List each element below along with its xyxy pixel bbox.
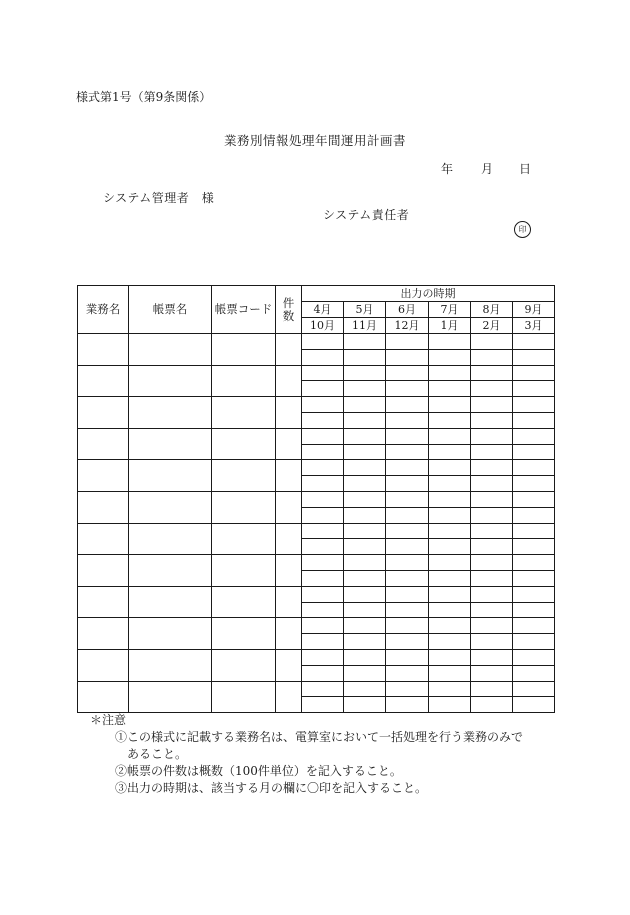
cell-month[interactable] — [429, 428, 471, 444]
cell-business-name[interactable] — [78, 649, 129, 681]
cell-form-name[interactable] — [129, 397, 212, 429]
cell-month[interactable] — [344, 365, 386, 381]
cell-month[interactable] — [471, 507, 513, 523]
header-count — [276, 286, 302, 334]
notes-section — [90, 712, 523, 797]
cell-month[interactable] — [513, 681, 555, 697]
cell-month[interactable] — [513, 507, 555, 523]
cell-month[interactable] — [302, 428, 344, 444]
addressee: システム管理者 様 — [103, 191, 215, 205]
note-item-continuation: あること。 — [127, 747, 188, 761]
cell-month[interactable] — [471, 618, 513, 634]
cell-month[interactable] — [344, 334, 386, 350]
cell-month[interactable] — [344, 428, 386, 444]
cell-month[interactable] — [429, 460, 471, 476]
cell-month[interactable] — [471, 412, 513, 428]
cell-month[interactable] — [302, 349, 344, 365]
cell-month[interactable] — [513, 539, 555, 555]
cell-month[interactable] — [513, 365, 555, 381]
cell-form-code[interactable] — [212, 649, 276, 681]
cell-form-name[interactable] — [129, 555, 212, 587]
cell-form-name[interactable] — [129, 586, 212, 618]
month-header: 5月 — [344, 302, 386, 318]
month-header: 4月 — [302, 302, 344, 318]
cell-month[interactable] — [302, 602, 344, 618]
cell-month[interactable] — [302, 444, 344, 460]
responsible-person: システム責任者 — [323, 208, 410, 222]
cell-month[interactable] — [344, 491, 386, 507]
cell-month[interactable] — [386, 428, 429, 444]
cell-month[interactable] — [344, 349, 386, 365]
cell-month[interactable] — [302, 334, 344, 350]
cell-month[interactable] — [429, 365, 471, 381]
cell-month[interactable] — [471, 697, 513, 713]
cell-month[interactable] — [302, 412, 344, 428]
cell-month[interactable] — [386, 570, 429, 586]
cell-month[interactable] — [386, 397, 429, 413]
cell-month[interactable] — [513, 618, 555, 634]
cell-business-name[interactable] — [78, 586, 129, 618]
cell-month[interactable] — [429, 381, 471, 397]
cell-month[interactable] — [471, 649, 513, 665]
cell-month[interactable] — [302, 523, 344, 539]
month-header: 9月 — [513, 302, 555, 318]
cell-month[interactable] — [471, 428, 513, 444]
cell-month[interactable] — [344, 618, 386, 634]
cell-form-name[interactable] — [129, 334, 212, 366]
cell-business-name[interactable] — [78, 555, 129, 587]
cell-month[interactable] — [302, 586, 344, 602]
cell-month[interactable] — [471, 523, 513, 539]
month-header: 7月 — [429, 302, 471, 318]
cell-month[interactable] — [344, 412, 386, 428]
cell-form-name[interactable] — [129, 491, 212, 523]
cell-month[interactable] — [513, 397, 555, 413]
cell-month[interactable] — [429, 618, 471, 634]
cell-month[interactable] — [386, 444, 429, 460]
month-header: 11月 — [344, 318, 386, 334]
cell-business-name[interactable] — [78, 397, 129, 429]
cell-month[interactable] — [513, 476, 555, 492]
cell-form-code[interactable] — [212, 397, 276, 429]
cell-month[interactable] — [471, 381, 513, 397]
plan-table — [77, 285, 555, 713]
cell-month[interactable] — [386, 523, 429, 539]
cell-month[interactable] — [302, 681, 344, 697]
cell-month[interactable] — [386, 491, 429, 507]
month-header: 1月 — [429, 318, 471, 334]
cell-month[interactable] — [471, 555, 513, 571]
entry-row — [78, 334, 555, 350]
document-title: 業務別情報処理年間運用計画書 — [223, 133, 406, 148]
date-month-label: 月 — [481, 162, 494, 176]
month-header: 8月 — [471, 302, 513, 318]
cell-month[interactable] — [429, 334, 471, 350]
header-count-line2: 数 — [282, 308, 295, 323]
cell-month[interactable] — [513, 697, 555, 713]
cell-month[interactable] — [513, 334, 555, 350]
cell-form-name[interactable] — [129, 618, 212, 650]
cell-month[interactable] — [471, 586, 513, 602]
entry-row — [78, 365, 555, 381]
cell-month[interactable] — [302, 397, 344, 413]
cell-count[interactable] — [276, 618, 302, 650]
cell-month[interactable] — [429, 491, 471, 507]
cell-month[interactable] — [302, 570, 344, 586]
cell-month[interactable] — [471, 634, 513, 650]
cell-month[interactable] — [386, 602, 429, 618]
cell-form-name[interactable] — [129, 460, 212, 492]
entry-row — [78, 397, 555, 413]
cell-month[interactable] — [429, 602, 471, 618]
cell-month[interactable] — [344, 555, 386, 571]
cell-month[interactable] — [471, 681, 513, 697]
cell-month[interactable] — [513, 491, 555, 507]
cell-count[interactable] — [276, 555, 302, 587]
cell-month[interactable] — [471, 665, 513, 681]
entry-row — [78, 649, 555, 665]
entry-row — [78, 523, 555, 539]
cell-month[interactable] — [344, 460, 386, 476]
cell-month[interactable] — [344, 539, 386, 555]
cell-month[interactable] — [344, 697, 386, 713]
cell-month[interactable] — [344, 381, 386, 397]
cell-month[interactable] — [302, 665, 344, 681]
month-header: 10月 — [302, 318, 344, 334]
cell-month[interactable] — [429, 507, 471, 523]
cell-month[interactable] — [344, 586, 386, 602]
cell-month[interactable] — [429, 555, 471, 571]
cell-month[interactable] — [429, 349, 471, 365]
cell-month[interactable] — [302, 460, 344, 476]
cell-count[interactable] — [276, 523, 302, 555]
month-header: 6月 — [386, 302, 429, 318]
date-day-label: 日 — [519, 162, 532, 176]
cell-business-name[interactable] — [78, 428, 129, 460]
cell-month[interactable] — [344, 634, 386, 650]
cell-business-name[interactable] — [78, 523, 129, 555]
cell-month[interactable] — [302, 507, 344, 523]
cell-month[interactable] — [429, 412, 471, 428]
cell-month[interactable] — [513, 428, 555, 444]
header-output-period: 出力の時期 — [302, 286, 555, 302]
note-item: ①この様式に記載する業務名は、電算室において一括処理を行う業務のみで — [115, 730, 524, 744]
cell-business-name[interactable] — [78, 491, 129, 523]
header-business-name: 業務名 — [78, 286, 129, 334]
cell-month[interactable] — [386, 697, 429, 713]
entry-row — [78, 681, 555, 697]
cell-form-name[interactable] — [129, 649, 212, 681]
cell-month[interactable] — [386, 681, 429, 697]
cell-month[interactable] — [471, 602, 513, 618]
cell-business-name[interactable] — [78, 681, 129, 713]
cell-month[interactable] — [344, 476, 386, 492]
cell-month[interactable] — [344, 570, 386, 586]
cell-month[interactable] — [386, 334, 429, 350]
cell-month[interactable] — [513, 649, 555, 665]
cell-month[interactable] — [302, 634, 344, 650]
month-header: 12月 — [386, 318, 429, 334]
cell-month[interactable] — [344, 507, 386, 523]
cell-month[interactable] — [471, 397, 513, 413]
cell-month[interactable] — [302, 649, 344, 665]
cell-month[interactable] — [302, 381, 344, 397]
cell-month[interactable] — [471, 349, 513, 365]
note-item: ②帳票の件数は概数（100件単位）を記入すること。 — [115, 764, 402, 778]
cell-month[interactable] — [386, 476, 429, 492]
cell-month[interactable] — [386, 665, 429, 681]
cell-month[interactable] — [344, 523, 386, 539]
cell-month[interactable] — [513, 634, 555, 650]
cell-month[interactable] — [386, 365, 429, 381]
cell-month[interactable] — [429, 397, 471, 413]
cell-month[interactable] — [386, 412, 429, 428]
cell-month[interactable] — [302, 555, 344, 571]
cell-month[interactable] — [429, 681, 471, 697]
entry-row — [78, 428, 555, 444]
cell-month[interactable] — [429, 476, 471, 492]
cell-month[interactable] — [386, 555, 429, 571]
cell-month[interactable] — [302, 539, 344, 555]
cell-form-code[interactable] — [212, 428, 276, 460]
cell-month[interactable] — [429, 570, 471, 586]
cell-month[interactable] — [513, 586, 555, 602]
cell-business-name[interactable] — [78, 365, 129, 397]
cell-month[interactable] — [386, 634, 429, 650]
cell-month[interactable] — [344, 397, 386, 413]
cell-month[interactable] — [471, 491, 513, 507]
cell-form-code[interactable] — [212, 555, 276, 587]
cell-month[interactable] — [386, 349, 429, 365]
cell-month[interactable] — [513, 602, 555, 618]
form-number: 様式第1号（第9条関係） — [76, 90, 212, 104]
cell-form-code[interactable] — [212, 460, 276, 492]
cell-month[interactable] — [386, 539, 429, 555]
cell-month[interactable] — [344, 444, 386, 460]
cell-business-name[interactable] — [78, 334, 129, 366]
month-header: 2月 — [471, 318, 513, 334]
cell-form-name[interactable] — [129, 523, 212, 555]
cell-month[interactable] — [302, 697, 344, 713]
cell-count[interactable] — [276, 334, 302, 366]
cell-form-name[interactable] — [129, 428, 212, 460]
entry-row — [78, 555, 555, 571]
cell-month[interactable] — [344, 665, 386, 681]
header-count-line1: 件 — [282, 295, 295, 310]
cell-form-code[interactable] — [212, 523, 276, 555]
cell-month[interactable] — [429, 665, 471, 681]
cell-count[interactable] — [276, 649, 302, 681]
cell-month[interactable] — [429, 649, 471, 665]
cell-month[interactable] — [513, 460, 555, 476]
cell-month[interactable] — [344, 602, 386, 618]
cell-month[interactable] — [386, 381, 429, 397]
cell-month[interactable] — [429, 697, 471, 713]
cell-month[interactable] — [513, 381, 555, 397]
month-header: 3月 — [513, 318, 555, 334]
cell-month[interactable] — [429, 444, 471, 460]
date-year-label: 年 — [441, 162, 454, 176]
cell-month[interactable] — [471, 334, 513, 350]
cell-form-code[interactable] — [212, 681, 276, 713]
cell-form-code[interactable] — [212, 491, 276, 523]
cell-month[interactable] — [429, 539, 471, 555]
cell-month[interactable] — [471, 444, 513, 460]
cell-count[interactable] — [276, 460, 302, 492]
cell-form-code[interactable] — [212, 618, 276, 650]
cell-month[interactable] — [386, 649, 429, 665]
cell-month[interactable] — [302, 618, 344, 634]
header-form-code: 帳票コード — [212, 286, 276, 334]
cell-count[interactable] — [276, 428, 302, 460]
cell-form-name[interactable] — [129, 681, 212, 713]
cell-month[interactable] — [386, 586, 429, 602]
cell-month[interactable] — [513, 523, 555, 539]
entry-row — [78, 618, 555, 634]
cell-month[interactable] — [471, 460, 513, 476]
notes-heading: ＊注意 — [90, 713, 127, 727]
cell-month[interactable] — [513, 570, 555, 586]
cell-business-name[interactable] — [78, 460, 129, 492]
cell-month[interactable] — [471, 476, 513, 492]
cell-form-code[interactable] — [212, 365, 276, 397]
cell-month[interactable] — [302, 491, 344, 507]
cell-month[interactable] — [302, 365, 344, 381]
cell-month[interactable] — [302, 476, 344, 492]
cell-form-code[interactable] — [212, 586, 276, 618]
cell-month[interactable] — [429, 586, 471, 602]
note-item: ③出力の時期は、該当する月の欄に〇印を記入すること。 — [115, 781, 428, 795]
seal-mark-icon: 印 — [514, 221, 531, 238]
cell-month[interactable] — [513, 444, 555, 460]
entry-row — [78, 460, 555, 476]
cell-month[interactable] — [471, 365, 513, 381]
cell-month[interactable] — [513, 412, 555, 428]
cell-month[interactable] — [471, 539, 513, 555]
cell-month[interactable] — [513, 555, 555, 571]
cell-month[interactable] — [386, 618, 429, 634]
cell-month[interactable] — [344, 649, 386, 665]
cell-month[interactable] — [471, 570, 513, 586]
cell-count[interactable] — [276, 586, 302, 618]
cell-month[interactable] — [386, 460, 429, 476]
entry-row — [78, 491, 555, 507]
cell-count[interactable] — [276, 491, 302, 523]
cell-form-code[interactable] — [212, 334, 276, 366]
cell-month[interactable] — [386, 507, 429, 523]
cell-count[interactable] — [276, 681, 302, 713]
cell-month[interactable] — [513, 349, 555, 365]
cell-month[interactable] — [429, 634, 471, 650]
cell-month[interactable] — [344, 681, 386, 697]
entry-row — [78, 586, 555, 602]
cell-count[interactable] — [276, 397, 302, 429]
cell-business-name[interactable] — [78, 618, 129, 650]
cell-form-name[interactable] — [129, 365, 212, 397]
cell-month[interactable] — [513, 665, 555, 681]
cell-count[interactable] — [276, 365, 302, 397]
cell-month[interactable] — [429, 523, 471, 539]
header-form-name: 帳票名 — [129, 286, 212, 334]
